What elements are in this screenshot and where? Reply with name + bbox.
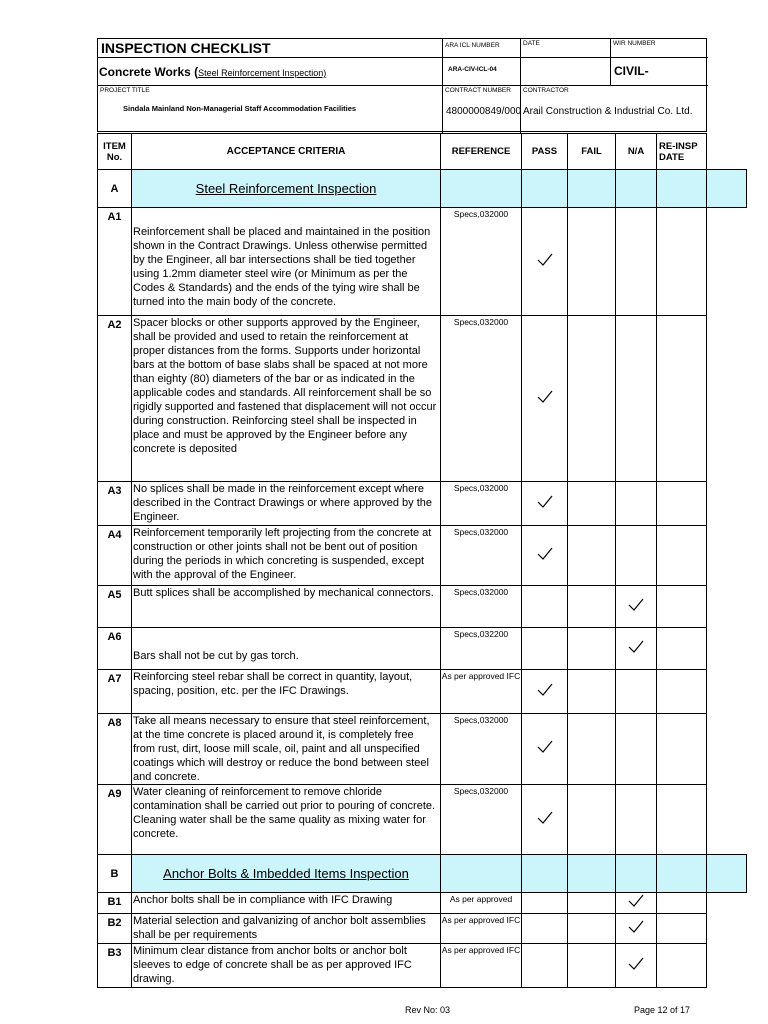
section-pass-cell	[522, 170, 568, 208]
fail-cell[interactable]	[568, 316, 616, 482]
na-cell[interactable]	[616, 944, 657, 988]
contractor-label: CONTRACTOR	[523, 87, 569, 94]
reinsp-date-cell[interactable]	[657, 714, 707, 785]
fail-cell[interactable]	[568, 914, 616, 944]
pass-cell[interactable]	[522, 526, 568, 586]
checkmark-icon	[627, 604, 645, 616]
item-number: B1	[98, 893, 132, 914]
acceptance-criteria: Reinforcing steel rebar shall be correct in quantity, layout, spacing, position, etc. per the IFC Drawings.	[132, 670, 441, 714]
fail-cell[interactable]	[568, 944, 616, 988]
reference: Specs,032000	[441, 208, 522, 316]
col-criteria-header: ACCEPTANCE CRITERIA	[132, 134, 441, 170]
contractor-value: Arail Construction & Industrial Co. Ltd.	[523, 106, 693, 117]
section-extra-cell	[707, 855, 747, 893]
item-number: A2	[98, 316, 132, 482]
na-cell[interactable]	[616, 914, 657, 944]
acceptance-criteria: Reinforcement temporarily left projecting from the concrete at construction or other joints shall not be bent out of position during the periods in which concreting is suspended, except with the approval of the Engineer.	[132, 526, 441, 586]
table-row	[98, 785, 747, 855]
reinsp-date-cell[interactable]	[657, 670, 707, 714]
page-number: Page 12 of 17	[634, 1005, 691, 1015]
fail-cell[interactable]	[568, 670, 616, 714]
reinsp-date-cell[interactable]	[657, 628, 707, 670]
table-row	[98, 316, 747, 482]
checkmark-icon	[536, 746, 554, 758]
contract-label: CONTRACT NUMBER	[445, 87, 511, 94]
pass-cell[interactable]	[522, 482, 568, 526]
table-row	[98, 526, 747, 586]
reference: Specs,032000	[441, 714, 522, 785]
fail-cell[interactable]	[568, 714, 616, 785]
project-title-value: Sindala Mainland Non-Managerial Staff Accommodation Facilities	[123, 104, 357, 113]
table-row	[98, 208, 747, 316]
spacer-cell	[707, 785, 747, 855]
checkmark-icon	[627, 900, 645, 912]
section-fail-cell	[568, 855, 616, 893]
table-row	[98, 893, 747, 914]
item-number: A8	[98, 714, 132, 785]
reinsp-date-cell[interactable]	[657, 208, 707, 316]
section-na-cell	[616, 855, 657, 893]
table-row	[98, 670, 747, 714]
reinsp-date-cell[interactable]	[657, 944, 707, 988]
checkmark-icon	[536, 259, 554, 271]
date-label: DATE	[523, 40, 540, 47]
reinsp-date-cell[interactable]	[657, 893, 707, 914]
pass-cell[interactable]	[522, 628, 568, 670]
checklist-subtitle	[99, 65, 326, 79]
wir-label: WIR NUMBER	[613, 40, 656, 47]
checklist-title: INSPECTION CHECKLIST	[101, 40, 271, 56]
pass-cell[interactable]	[522, 944, 568, 988]
fail-cell[interactable]	[568, 586, 616, 628]
checkmark-icon	[536, 689, 554, 701]
acceptance-criteria: Material selection and galvanizing of anchor bolt assemblies shall be per requirements	[132, 914, 441, 944]
acceptance-criteria: Bars shall not be cut by gas torch.	[132, 628, 441, 670]
reinsp-date-cell[interactable]	[657, 526, 707, 586]
section-reinsp-cell	[657, 855, 707, 893]
spacer-cell	[707, 714, 747, 785]
subtitle-scope: Steel Reinforcement Inspection)	[198, 68, 327, 78]
item-number: A7	[98, 670, 132, 714]
pass-cell[interactable]	[522, 208, 568, 316]
fail-cell[interactable]	[568, 208, 616, 316]
contract-value: 4800000849/000	[446, 106, 522, 117]
na-cell[interactable]	[616, 316, 657, 482]
fail-cell[interactable]	[568, 893, 616, 914]
section-fail-cell	[568, 170, 616, 208]
col-na-header: N/A	[616, 134, 657, 170]
reference: Specs,032000	[441, 526, 522, 586]
na-cell[interactable]	[616, 208, 657, 316]
spacer-cell	[707, 208, 747, 316]
section-ref-cell	[441, 855, 522, 893]
section-title-text: Steel Reinforcement Inspection	[195, 180, 377, 196]
section-header-row	[98, 855, 747, 893]
pass-cell[interactable]	[522, 914, 568, 944]
reference: Specs,032000	[441, 316, 522, 482]
table-row	[98, 714, 747, 785]
pass-cell[interactable]	[522, 785, 568, 855]
reinsp-date-cell[interactable]	[657, 785, 707, 855]
na-cell[interactable]	[616, 670, 657, 714]
spacer-cell	[707, 670, 747, 714]
spacer-cell	[707, 586, 747, 628]
fail-cell[interactable]	[568, 482, 616, 526]
item-number: A1	[98, 208, 132, 316]
section-title-text: Anchor Bolts & Imbedded Items Inspection	[163, 865, 409, 881]
fail-cell[interactable]	[568, 526, 616, 586]
section-ref-cell	[441, 170, 522, 208]
reference: Specs,032000	[441, 586, 522, 628]
na-cell[interactable]	[616, 482, 657, 526]
spacer-cell	[707, 316, 747, 482]
col-pass-header: PASS	[522, 134, 568, 170]
reference: Specs,032000	[441, 482, 522, 526]
spacer-cell	[707, 944, 747, 988]
ara-icl-label: ARA ICL NUMBER	[445, 42, 500, 49]
na-cell[interactable]	[616, 628, 657, 670]
reference: As per approved IFC	[441, 914, 522, 944]
spacer-cell	[707, 628, 747, 670]
acceptance-criteria: No splices shall be made in the reinforcement except where described in the Contract Drawings or where approved by the Engineer.	[132, 482, 441, 526]
section-tag: A	[98, 170, 132, 208]
checkmark-icon	[536, 396, 554, 408]
table-row	[98, 628, 747, 670]
table-row	[98, 482, 747, 526]
reinsp-date-cell[interactable]	[657, 482, 707, 526]
na-cell[interactable]	[616, 785, 657, 855]
section-na-cell	[616, 170, 657, 208]
checklist-table	[97, 133, 747, 988]
fail-cell[interactable]	[568, 785, 616, 855]
item-number: A9	[98, 785, 132, 855]
checkmark-icon	[536, 501, 554, 513]
pass-cell[interactable]	[522, 893, 568, 914]
checkmark-icon	[536, 817, 554, 829]
item-number: A3	[98, 482, 132, 526]
table-row	[98, 944, 747, 988]
section-title	[132, 170, 441, 208]
section-tag: B	[98, 855, 132, 893]
checkmark-icon	[627, 963, 645, 975]
column-header-row	[98, 134, 747, 170]
project-title-label: PROJECT TITLE	[100, 87, 150, 94]
na-cell[interactable]	[616, 893, 657, 914]
item-number: A6	[98, 628, 132, 670]
item-number: A4	[98, 526, 132, 586]
fail-cell[interactable]	[568, 628, 616, 670]
acceptance-criteria: Take all means necessary to ensure that steel reinforcement, at the time concrete is placed around it, is completely free from rust, dirt, loose mill scale, oil, paint and all unspecified coatings which will destroy or reduce the bond between steel and concrete.	[132, 714, 441, 785]
checklist-header	[97, 38, 707, 132]
pass-cell[interactable]	[522, 714, 568, 785]
acceptance-criteria: Butt splices shall be accomplished by mechanical connectors.	[132, 586, 441, 628]
acceptance-criteria: Minimum clear distance from anchor bolts or anchor bolt sleeves to edge of concrete shall be as per approved IFC drawing.	[132, 944, 441, 988]
spacer-cell	[707, 526, 747, 586]
section-pass-cell	[522, 855, 568, 893]
pass-cell[interactable]	[522, 316, 568, 482]
col-reference-header: REFERENCE	[441, 134, 522, 170]
spacer-cell	[707, 914, 747, 944]
section-extra-cell	[707, 170, 747, 208]
acceptance-criteria: Water cleaning of reinforcement to remove chloride contamination shall be carried out prior to pouring of concrete. Cleaning water shall be the same quality as mixing water for concrete.	[132, 785, 441, 855]
section-reinsp-cell	[657, 170, 707, 208]
checkmark-icon	[627, 926, 645, 938]
acceptance-criteria: Spacer blocks or other supports approved by the Engineer, shall be provided and used to retain the reinforcement at proper distances from the forms. Supports under horizontal bars at the bottom of base slabs shall be spaced at not more than eighty (80) diameters of the bar or as indicated in the applicable codes and standards. All reinforcement shall be so rigidly supported and fastened that displacement will not occur during construction. Reinforcing steel shall be inspected in place and must be approved by the Engineer before any concrete is deposited	[132, 316, 441, 482]
reinsp-date-cell[interactable]	[657, 586, 707, 628]
acceptance-criteria: Reinforcement shall be placed and maintained in the position shown in the Contract Drawings. Unless otherwise permitted by the Engineer, all bar intersections shall be tied together using 1.2mm diameter steel wire (or Minimum as per the Codes & Standards) and the ends of the tying wire shall be turned into the main body of the concrete.	[132, 208, 441, 316]
pass-cell[interactable]	[522, 670, 568, 714]
reference: As per approved	[441, 893, 522, 914]
col-fail-header: FAIL	[568, 134, 616, 170]
na-cell[interactable]	[616, 714, 657, 785]
col-reinsp-header: RE-INSP DATE	[657, 134, 707, 170]
table-row	[98, 914, 747, 944]
acceptance-criteria: Anchor bolts shall be in compliance with IFC Drawing	[132, 893, 441, 914]
spacer-cell	[707, 893, 747, 914]
table-row	[98, 586, 747, 628]
na-cell[interactable]	[616, 586, 657, 628]
spacer-cell	[707, 482, 747, 526]
checkmark-icon	[627, 646, 645, 658]
checkmark-icon	[536, 553, 554, 565]
revision-number: Rev No: 03	[405, 1005, 451, 1015]
reference: As per approved IFC	[441, 944, 522, 988]
reference: Specs,032200	[441, 628, 522, 670]
wir-value: CIVIL-	[614, 64, 649, 78]
section-header-row	[98, 170, 747, 208]
item-number: A5	[98, 586, 132, 628]
reinsp-date-cell[interactable]	[657, 316, 707, 482]
subtitle-prefix: Concrete Works (	[99, 65, 199, 79]
na-cell[interactable]	[616, 526, 657, 586]
ara-icl-value: ARA-CIV-ICL-04	[448, 66, 497, 73]
pass-cell[interactable]	[522, 586, 568, 628]
reference: Specs,032000	[441, 785, 522, 855]
col-item-header: ITEM No.	[98, 134, 132, 170]
item-number: B2	[98, 914, 132, 944]
reference: As per approved IFC	[441, 670, 522, 714]
section-title	[132, 855, 441, 893]
reinsp-date-cell[interactable]	[657, 914, 707, 944]
item-number: B3	[98, 944, 132, 988]
